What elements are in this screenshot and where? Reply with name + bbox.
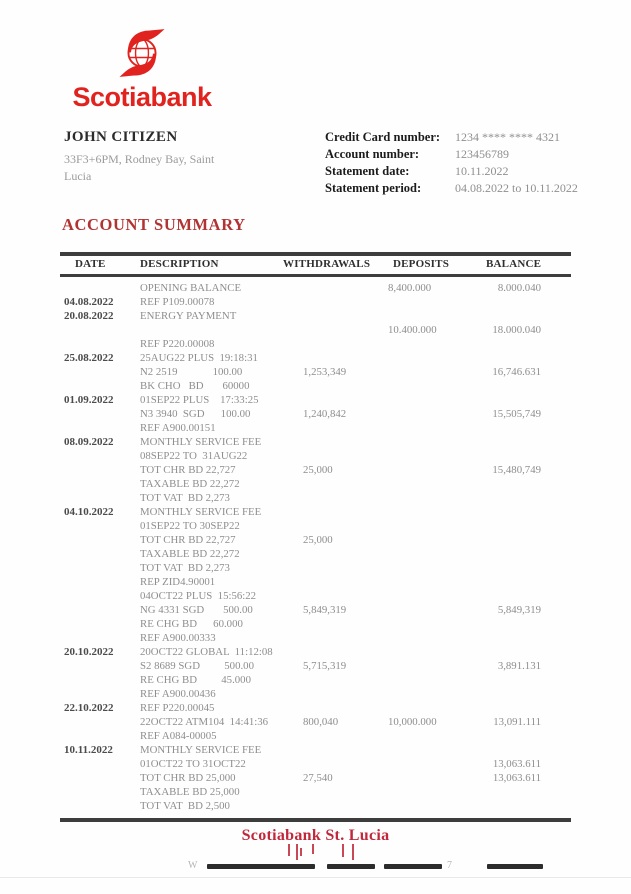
- transaction-description: TOT CHR BD 22,727: [140, 534, 236, 546]
- transaction-date: [60, 631, 140, 645]
- faded-text-fragment: W: [188, 860, 198, 871]
- transaction-description: RE CHG BD 60.000: [140, 618, 243, 630]
- transaction-description: REF A900.00151: [140, 422, 216, 434]
- transaction-description: 22OCT22 ATM104 14:41:36: [140, 716, 269, 728]
- transaction-date: [60, 687, 140, 701]
- table-row: [60, 323, 571, 337]
- account-info-row: [325, 129, 585, 146]
- transaction-description: REF P109.00078: [140, 296, 215, 308]
- withdrawal-amount: 25,000: [303, 534, 333, 546]
- table-row: [60, 533, 571, 547]
- transaction-description: TOT CHR BD 25,000: [140, 772, 236, 784]
- deposit-amount: [388, 533, 473, 547]
- table-row: [60, 715, 571, 729]
- deposit-amount: [388, 351, 473, 365]
- balance-amount: [473, 477, 571, 491]
- deposit-amount: [388, 799, 473, 813]
- withdrawal-amount: [303, 729, 388, 743]
- table-row: [60, 519, 571, 533]
- withdrawal-amount: [303, 687, 388, 701]
- footer-title: Scotiabank St. Lucia: [241, 827, 390, 844]
- table-row: [60, 631, 571, 645]
- transaction-date: [60, 379, 140, 393]
- table-row: [60, 603, 571, 617]
- balance-amount: [473, 309, 571, 323]
- transaction-description: 08SEP22 TO 31AUG22: [140, 450, 248, 462]
- withdrawal-amount: [303, 785, 388, 799]
- transaction-description: 01SEP22 TO 30SEP22: [140, 520, 240, 532]
- column-header-balance: BALANCE: [486, 258, 542, 270]
- scan-artifact: [0, 846, 631, 860]
- table-row: [60, 309, 571, 323]
- redacted-text-bar: [487, 864, 543, 869]
- scan-artifact-streak: [296, 844, 298, 860]
- balance-amount: [473, 729, 571, 743]
- transaction-description: N3 3940 SGD 100.00: [140, 408, 251, 420]
- table-row: [60, 477, 571, 491]
- transaction-date: 08.09.2022: [64, 436, 114, 448]
- withdrawal-amount: [303, 491, 388, 505]
- table-row: [60, 505, 571, 519]
- balance-amount: [473, 561, 571, 575]
- deposit-amount: [388, 603, 473, 617]
- withdrawal-amount: [303, 379, 388, 393]
- transaction-description: TAXABLE BD 22,272: [140, 478, 240, 490]
- table-row: [60, 771, 571, 785]
- balance-amount: [473, 505, 571, 519]
- balance-amount: [473, 589, 571, 603]
- withdrawal-amount: 800,040: [303, 716, 339, 728]
- account-info-value: 123456789: [455, 147, 509, 161]
- table-row: [60, 435, 571, 449]
- table-row: [60, 449, 571, 463]
- account-info-label: Statement date:: [325, 164, 410, 178]
- deposit-amount: [388, 561, 473, 575]
- deposit-amount: [388, 393, 473, 407]
- footer-contact-line-redacted: [0, 860, 631, 872]
- balance-amount: 5,849,319: [497, 604, 541, 616]
- withdrawal-amount: 1,253,349: [303, 366, 347, 378]
- deposit-amount: [388, 407, 473, 421]
- withdrawal-amount: 5,849,319: [303, 604, 347, 616]
- balance-amount: [473, 799, 571, 813]
- withdrawal-amount: [303, 617, 388, 631]
- deposit-amount: [388, 631, 473, 645]
- scan-artifact-streak: [288, 844, 290, 856]
- account-info-row: [325, 180, 585, 197]
- transaction-date: [60, 533, 140, 547]
- transaction-description: REF P220.00045: [140, 702, 215, 714]
- balance-amount: [473, 421, 571, 435]
- redacted-text-bar: [327, 864, 375, 869]
- withdrawal-amount: [303, 295, 388, 309]
- transaction-date: 04.10.2022: [64, 506, 114, 518]
- transaction-description: TOT VAT BD 2,500: [140, 800, 230, 812]
- transaction-date: [60, 491, 140, 505]
- table-row: [60, 393, 571, 407]
- deposit-amount: [388, 729, 473, 743]
- withdrawal-amount: [303, 281, 388, 295]
- transaction-description: [140, 323, 303, 337]
- transaction-date: [60, 519, 140, 533]
- withdrawal-amount: [303, 561, 388, 575]
- transaction-date: [60, 575, 140, 589]
- withdrawal-amount: [303, 505, 388, 519]
- transaction-date: [60, 449, 140, 463]
- transaction-description: ENERGY PAYMENT: [140, 310, 237, 322]
- balance-amount: [473, 337, 571, 351]
- balance-amount: [473, 379, 571, 393]
- transaction-description: N2 2519 100.00: [140, 366, 243, 378]
- table-row: [60, 295, 571, 309]
- balance-amount: [473, 575, 571, 589]
- table-row: [60, 463, 571, 477]
- account-info-row: [325, 163, 585, 180]
- balance-amount: 13,063.611: [492, 772, 541, 784]
- table-row: [60, 729, 571, 743]
- withdrawal-amount: [303, 757, 388, 771]
- balance-amount: [473, 533, 571, 547]
- balance-amount: 13,091.111: [493, 716, 541, 728]
- transaction-description: 01OCT22 TO 31OCT22: [140, 758, 246, 770]
- deposit-amount: [388, 337, 473, 351]
- withdrawal-amount: [303, 701, 388, 715]
- table-row: [60, 617, 571, 631]
- transaction-date: [60, 603, 140, 617]
- scan-artifact-streak: [352, 844, 354, 860]
- transaction-date: [60, 281, 140, 295]
- table-row: [60, 379, 571, 393]
- withdrawal-amount: [303, 519, 388, 533]
- table-row: [60, 673, 571, 687]
- customer-address-line2: Lucia: [64, 169, 92, 183]
- balance-amount: 18.000.040: [492, 324, 541, 336]
- customer-address: [64, 151, 294, 185]
- transaction-date: 25.08.2022: [64, 352, 114, 364]
- transaction-description: 25AUG22 PLUS 19:18:31: [140, 352, 258, 364]
- transaction-description: RE CHG BD 45.000: [140, 674, 251, 686]
- deposit-amount: [388, 575, 473, 589]
- transaction-date: 22.10.2022: [64, 702, 114, 714]
- table-row: [60, 575, 571, 589]
- transaction-description: TOT VAT BD 2,273: [140, 562, 230, 574]
- table-row: [60, 687, 571, 701]
- column-header-description: DESCRIPTION: [140, 258, 219, 270]
- account-info-label: Statement period:: [325, 181, 422, 195]
- transaction-date: 04.08.2022: [64, 296, 114, 308]
- balance-amount: [473, 491, 571, 505]
- balance-amount: [473, 617, 571, 631]
- withdrawal-amount: [303, 337, 388, 351]
- transaction-date: [60, 715, 140, 729]
- transaction-date: [60, 337, 140, 351]
- transaction-date: [60, 547, 140, 561]
- transaction-date: [60, 799, 140, 813]
- table-row: [60, 281, 571, 295]
- withdrawal-amount: 25,000: [303, 464, 333, 476]
- balance-amount: 13,063.611: [492, 758, 541, 770]
- transaction-description: OPENING BALANCE: [140, 282, 242, 294]
- transaction-description: REF A084-00005: [140, 730, 217, 742]
- table-body: [60, 277, 571, 822]
- withdrawal-amount: [303, 673, 388, 687]
- transaction-date: [60, 771, 140, 785]
- transaction-date: [60, 757, 140, 771]
- balance-amount: [473, 785, 571, 799]
- transaction-date: [60, 463, 140, 477]
- account-info-row: [325, 146, 585, 163]
- deposit-amount: [388, 673, 473, 687]
- account-info-value: 10.11.2022: [455, 164, 509, 178]
- withdrawal-amount: [303, 449, 388, 463]
- transaction-description: REF P220.00008: [140, 338, 215, 350]
- redacted-text-bar: [384, 864, 442, 869]
- transaction-description: TOT VAT BD 2,273: [140, 492, 230, 504]
- transaction-description: S2 8689 SGD 500.00: [140, 660, 254, 672]
- brand-block: [62, 24, 222, 111]
- deposit-amount: [388, 659, 473, 673]
- transaction-description: REP ZID4.90001: [140, 576, 216, 588]
- balance-amount: [473, 295, 571, 309]
- table-row: [60, 659, 571, 673]
- table-row: [60, 743, 571, 757]
- transaction-description: BK CHO BD 60000: [140, 380, 250, 392]
- transaction-description: 04OCT22 PLUS 15:56:22: [140, 590, 257, 602]
- balance-amount: 15,505,749: [492, 408, 541, 420]
- account-info-value: 04.08.2022 to 10.11.2022: [455, 181, 578, 195]
- transaction-description: REF A900.00436: [140, 688, 216, 700]
- account-info-value: 1234 **** **** 4321: [455, 130, 560, 144]
- deposit-amount: [388, 771, 473, 785]
- table-row: [60, 351, 571, 365]
- balance-amount: 16,746.631: [492, 366, 541, 378]
- deposit-amount: [388, 785, 473, 799]
- table-row: [60, 561, 571, 575]
- deposit-amount: [388, 477, 473, 491]
- transaction-description: MONTHLY SERVICE FEE: [140, 744, 262, 756]
- customer-name: JOHN CITIZEN: [64, 129, 178, 145]
- withdrawal-amount: [303, 351, 388, 365]
- balance-amount: [473, 351, 571, 365]
- deposit-amount: [388, 645, 473, 659]
- withdrawal-amount: [303, 631, 388, 645]
- balance-amount: [473, 435, 571, 449]
- redacted-text-bar: [207, 864, 315, 869]
- transaction-date: [60, 421, 140, 435]
- transaction-date: 20.10.2022: [64, 646, 114, 658]
- balance-amount: [473, 673, 571, 687]
- balance-amount: [473, 743, 571, 757]
- balance-amount: [473, 701, 571, 715]
- transaction-description: MONTHLY SERVICE FEE: [140, 436, 262, 448]
- transaction-description: TAXABLE BD 22,272: [140, 548, 240, 560]
- withdrawal-amount: 1,240,842: [303, 408, 347, 420]
- transaction-date: [60, 477, 140, 491]
- table-row: [60, 337, 571, 351]
- column-header-withdrawals: WITHDRAWALS: [283, 258, 371, 270]
- balance-amount: [473, 631, 571, 645]
- deposit-amount: 10,000.000: [388, 716, 437, 728]
- table-row: [60, 589, 571, 603]
- transaction-description: 01SEP22 PLUS 17:33:25: [140, 394, 259, 406]
- withdrawal-amount: [303, 309, 388, 323]
- table-header-row: [60, 256, 571, 277]
- deposit-amount: [388, 617, 473, 631]
- withdrawal-amount: [303, 743, 388, 757]
- deposit-amount: [388, 295, 473, 309]
- transaction-description: TOT CHR BD 22,727: [140, 464, 236, 476]
- customer-address-line1: 33F3+6PM, Rodney Bay, Saint: [64, 152, 215, 166]
- deposit-amount: [388, 379, 473, 393]
- transaction-date: [60, 407, 140, 421]
- transaction-description: TAXABLE BD 25,000: [140, 786, 240, 798]
- withdrawal-amount: [303, 477, 388, 491]
- transaction-date: [60, 589, 140, 603]
- account-info-block: [325, 129, 585, 197]
- withdrawal-amount: [303, 435, 388, 449]
- deposit-amount: [388, 701, 473, 715]
- scan-artifact-streak: [342, 844, 344, 857]
- balance-amount: 15,480,749: [492, 464, 541, 476]
- transaction-description: NG 4331 SGD 500.00: [140, 604, 253, 616]
- deposit-amount: [388, 449, 473, 463]
- table-row: [60, 645, 571, 659]
- customer-block: [64, 129, 294, 185]
- table-row: [60, 547, 571, 561]
- table-row: [60, 491, 571, 505]
- table-row: [60, 407, 571, 421]
- balance-amount: [473, 519, 571, 533]
- balance-amount: [473, 645, 571, 659]
- transaction-date: 20.08.2022: [64, 310, 114, 322]
- deposit-amount: [388, 519, 473, 533]
- balance-amount: 3,891.131: [497, 660, 541, 672]
- balance-amount: [473, 449, 571, 463]
- deposit-amount: [388, 463, 473, 477]
- transaction-date: [60, 673, 140, 687]
- deposit-amount: [388, 435, 473, 449]
- deposit-amount: [388, 309, 473, 323]
- table-row: [60, 799, 571, 813]
- withdrawal-amount: [303, 323, 388, 337]
- transaction-date: 01.09.2022: [64, 394, 114, 406]
- transaction-date: [60, 659, 140, 673]
- statement-table: [60, 252, 571, 822]
- column-header-date: DATE: [75, 258, 106, 270]
- table-row: [60, 421, 571, 435]
- deposit-amount: [388, 547, 473, 561]
- balance-amount: 8.000.040: [497, 282, 541, 294]
- withdrawal-amount: [303, 421, 388, 435]
- brand-wordmark: Scotiabank: [72, 82, 212, 112]
- faded-text-fragment: 7: [447, 860, 452, 871]
- column-header-deposits: DEPOSITS: [393, 258, 450, 270]
- page-bottom-rule: [0, 877, 631, 878]
- deposit-amount: [388, 505, 473, 519]
- deposit-amount: [388, 757, 473, 771]
- withdrawal-amount: [303, 799, 388, 813]
- deposit-amount: [388, 421, 473, 435]
- withdrawal-amount: [303, 547, 388, 561]
- withdrawal-amount: [303, 645, 388, 659]
- balance-amount: [473, 547, 571, 561]
- table-row: [60, 785, 571, 799]
- table-row: [60, 701, 571, 715]
- transaction-date: [60, 617, 140, 631]
- withdrawal-amount: [303, 393, 388, 407]
- withdrawal-amount: [303, 575, 388, 589]
- scan-artifact-streak: [300, 848, 302, 856]
- transaction-date: [60, 561, 140, 575]
- deposit-amount: [388, 589, 473, 603]
- deposit-amount: 10.400.000: [388, 324, 437, 336]
- transaction-description: MONTHLY SERVICE FEE: [140, 506, 262, 518]
- deposit-amount: [388, 491, 473, 505]
- account-summary-title: ACCOUNT SUMMARY: [62, 215, 246, 234]
- transaction-date: [60, 729, 140, 743]
- deposit-amount: [388, 743, 473, 757]
- transaction-date: 10.11.2022: [64, 744, 113, 756]
- deposit-amount: [388, 687, 473, 701]
- account-info-label: Credit Card number:: [325, 130, 441, 144]
- footer: [0, 827, 631, 872]
- table-row: [60, 365, 571, 379]
- scotiabank-globe-s-icon: [109, 24, 175, 82]
- transaction-date: [60, 785, 140, 799]
- transaction-description: 20OCT22 GLOBAL 11:12:08: [140, 646, 273, 658]
- table-row: [60, 757, 571, 771]
- account-info-label: Account number:: [325, 147, 420, 161]
- balance-amount: [473, 393, 571, 407]
- deposit-amount: 8,400.000: [388, 282, 432, 294]
- deposit-amount: [388, 365, 473, 379]
- withdrawal-amount: [303, 589, 388, 603]
- transaction-date: [60, 365, 140, 379]
- withdrawal-amount: 27,540: [303, 772, 333, 784]
- transaction-date: [60, 323, 140, 337]
- scan-artifact-streak: [312, 844, 314, 854]
- balance-amount: [473, 687, 571, 701]
- withdrawal-amount: 5,715,319: [303, 660, 347, 672]
- transaction-description: REF A900.00333: [140, 632, 216, 644]
